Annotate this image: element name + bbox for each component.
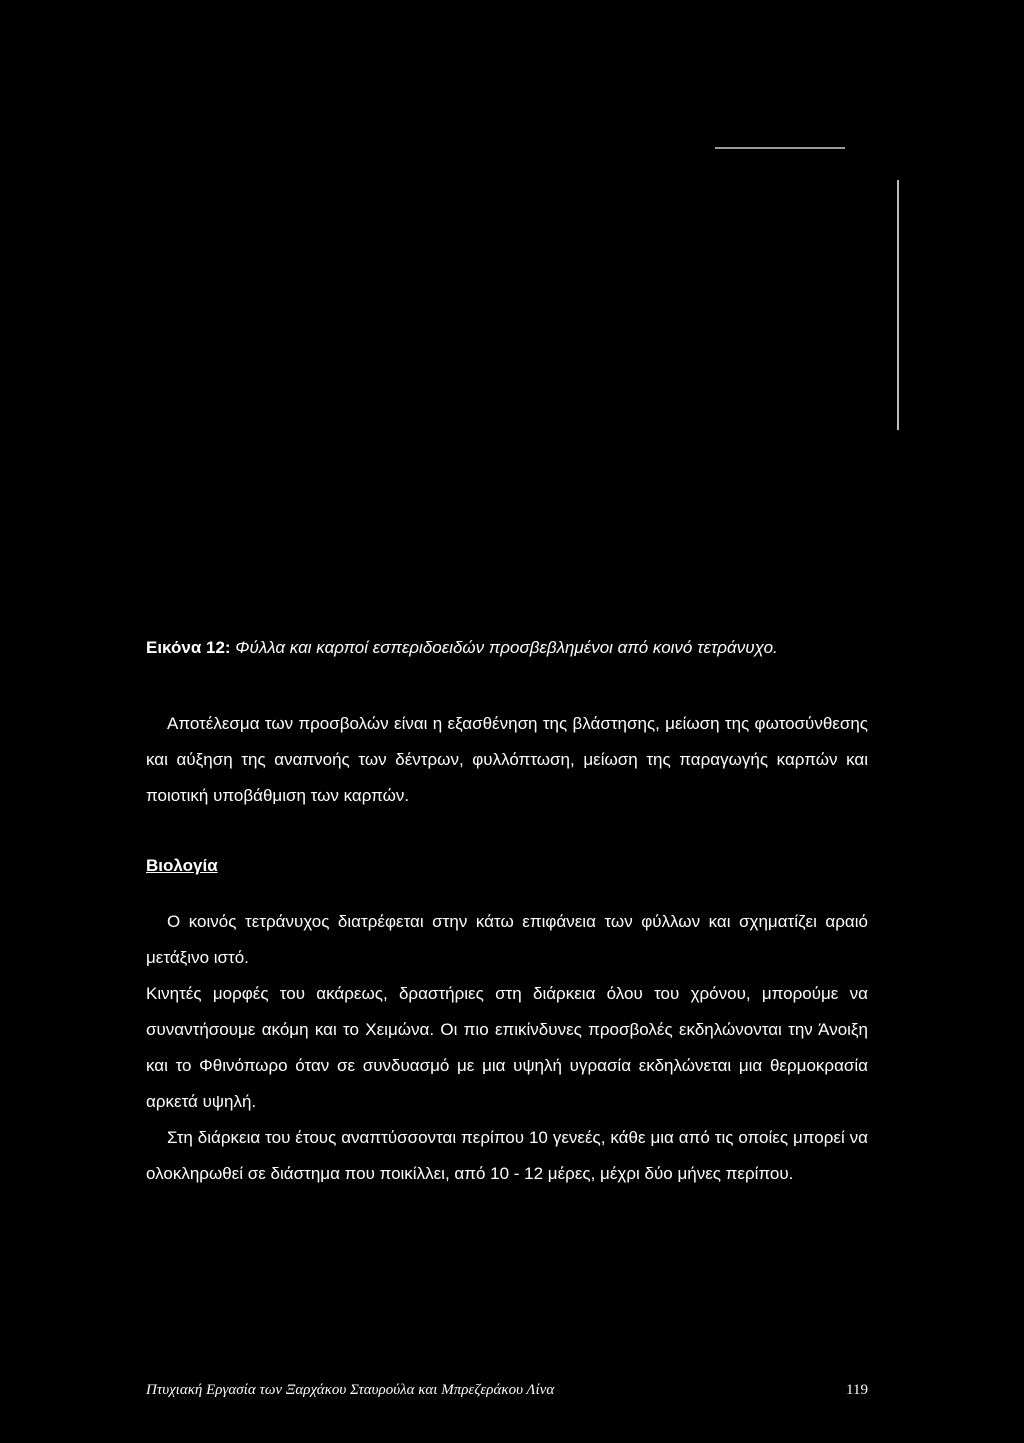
paragraph-biology-1: Ο κοινός τετράνυχος διατρέφεται στην κάτω επιφάνεια των φύλλων και σχηματίζει αραιό μετάξινο ιστό. bbox=[146, 912, 868, 967]
section-heading: Βιολογία bbox=[146, 856, 218, 875]
page-footer bbox=[146, 1382, 868, 1406]
page-content bbox=[146, 630, 868, 1192]
paragraph-biology-3: Στη διάρκεια του έτους αναπτύσσονται περίπου 10 γενεές, κάθε μια από τις οποίες μπορεί να ολοκληρωθεί σε διάστημα που ποικίλλει, από 10 - 12 μέρες, μέχρι δύο μήνες περίπου. bbox=[146, 1128, 868, 1183]
footer-text: Πτυχιακή Εργασία των Ξαρχάκου Σταυρούλα και Μπρεζεράκου Λίνα bbox=[146, 1382, 555, 1398]
scan-artifact-top bbox=[715, 147, 845, 149]
figure-caption bbox=[146, 630, 868, 666]
page-number: 119 bbox=[846, 1382, 868, 1398]
figure-caption-text: Φύλλα και καρποί εσπεριδοειδών προσβεβλημένοι από κοινό τετράνυχο. bbox=[235, 638, 778, 657]
figure-label: Εικόνα 12: bbox=[146, 638, 231, 657]
scan-artifact-line bbox=[897, 180, 899, 430]
paragraph-effects: Αποτέλεσμα των προσβολών είναι η εξασθένηση της βλάστησης, μείωση της φωτοσύνθεσης και αύξηση της αναπνοής των δέντρων, φυλλόπτωση, μείωση της παραγωγής καρπών και ποιοτική υποβάθμιση των καρπών. bbox=[146, 714, 868, 805]
paragraph-biology-2: Κινητές μορφές του ακάρεως, δραστήριες στη διάρκεια όλου του χρόνου, μπορούμε να συναντήσουμε ακόμη και το Χειμώνα. Οι πιο επικίνδυνες προσβολές εκδηλώνονται την Άνοιξη και το Φθινόπωρο όταν σε συνδυασμό με μια υψηλή υγρασία εκδηλώνεται μια θερμοκρασία αρκετά υψηλή. bbox=[146, 984, 868, 1111]
